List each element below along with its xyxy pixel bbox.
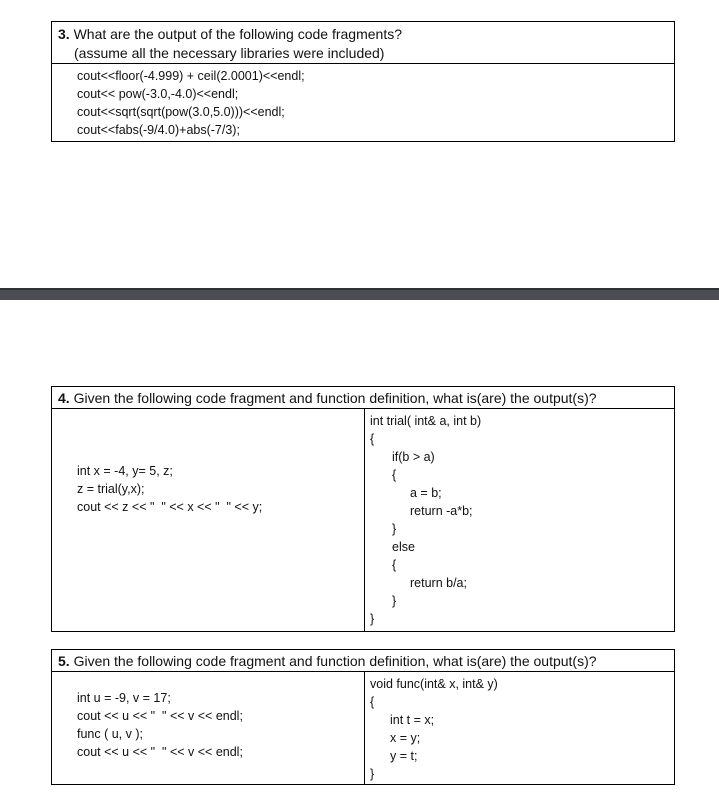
question-3-code-line: cout<<fabs(-9/4.0)+abs(-7/3); — [77, 123, 240, 137]
question-4-title — [58, 391, 597, 405]
question-4-right-code-line: else — [392, 540, 415, 554]
question-5-title-text: Given the following code fragment and function definition, what is(are) the output(s)? — [69, 653, 597, 669]
question-5-left-code-line: int u = -9, v = 17; — [77, 691, 171, 705]
question-4-right-code-line: { — [392, 558, 397, 572]
question-5-right-code-line: } — [370, 767, 375, 781]
question-3-title-text: What are the output of the following code fragments? — [69, 26, 402, 42]
question-3-code-line: cout<< pow(-3.0,-4.0)<<endl; — [77, 87, 239, 101]
question-5-right-code-line: y = t; — [390, 749, 418, 763]
page-divider — [0, 288, 719, 300]
question-5-column-divider — [364, 672, 365, 784]
question-4-right-code-line: { — [370, 432, 375, 446]
question-3-subtitle: (assume all the necessary libraries were included) — [74, 45, 385, 61]
question-5-right-code-line: x = y; — [390, 731, 421, 745]
question-4-left-code-line: z = trial(y,x); — [77, 482, 145, 496]
question-4-right-code-line: } — [392, 594, 397, 608]
question-4-column-divider — [364, 409, 365, 631]
question-5-right-code-line: { — [370, 695, 375, 709]
question-5-title — [58, 654, 597, 668]
question-4-right-code-line: return -a*b; — [410, 504, 473, 518]
question-3-number: 3. — [58, 26, 70, 42]
question-3-code-line: cout<<floor(-4.999) + ceil(2.0001)<<endl; — [77, 69, 305, 83]
question-4-right-code-line: if(b > a) — [392, 450, 435, 464]
question-3-code-line: cout<<sqrt(sqrt(pow(3.0,5.0)))<<endl; — [77, 105, 285, 119]
question-5-left-code-line: func ( u, v ); — [77, 727, 143, 741]
question-4-right-code-line: a = b; — [410, 486, 442, 500]
question-4-left-code-line: cout << z << " " << x << " " << y; — [77, 500, 263, 514]
question-5-left-code-line: cout << u << " " << v << endl; — [77, 709, 243, 723]
question-4-box — [51, 386, 675, 632]
question-4-title-text: Given the following code fragment and function definition, what is(are) the output(s)? — [69, 390, 597, 406]
question-5-right-code-line: void func(int& x, int& y) — [370, 677, 498, 691]
question-4-number: 4. — [58, 390, 70, 406]
question-4-left-code-line: int x = -4, y= 5, z; — [77, 464, 173, 478]
question-3-title — [58, 27, 402, 41]
question-3-box — [51, 21, 675, 142]
question-5-box — [51, 649, 675, 785]
question-4-right-code-line: } — [392, 522, 397, 536]
question-4-right-code-line: return b/a; — [410, 576, 467, 590]
question-5-number: 5. — [58, 653, 70, 669]
question-5-left-code-line: cout << u << " " << v << endl; — [77, 745, 243, 759]
question-4-right-code-line: { — [392, 468, 397, 482]
question-4-right-code-line: int trial( int& a, int b) — [370, 414, 482, 428]
question-4-right-code-line: } — [370, 612, 375, 626]
question-5-right-code-line: int t = x; — [390, 713, 435, 727]
